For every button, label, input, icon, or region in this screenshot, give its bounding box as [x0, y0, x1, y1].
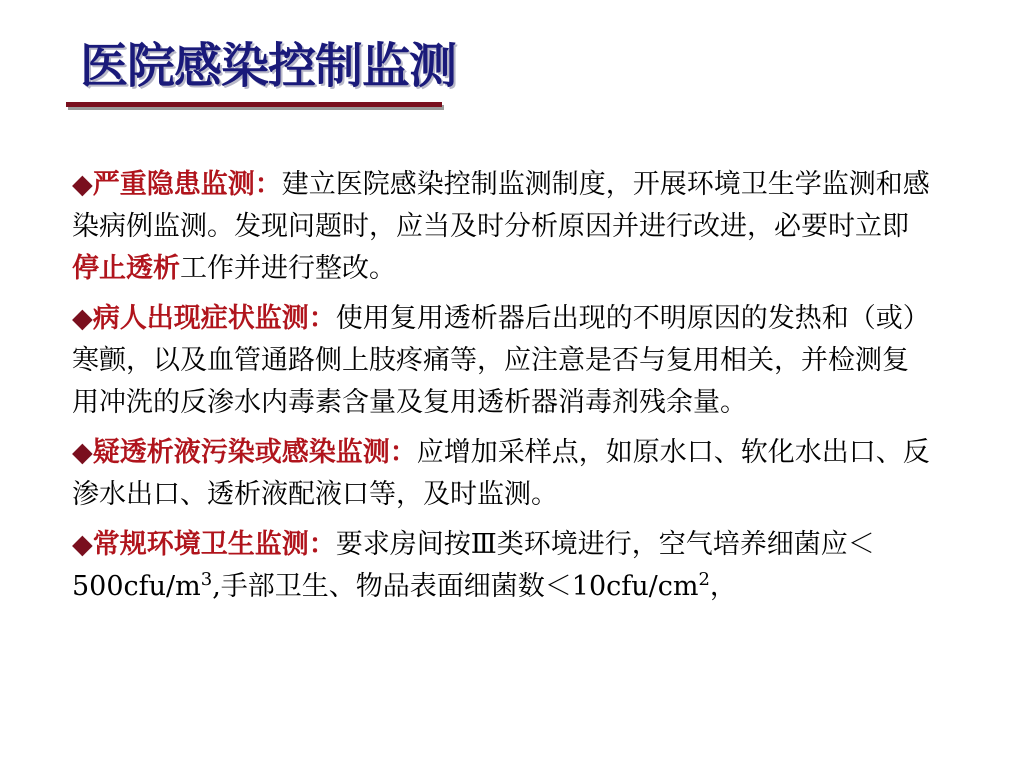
item-text-end: ， [709, 571, 737, 602]
item-text: 建立医院感染控制监测制度，开展环境卫生学监测和感染病例监测。发现问题时，应当及时分析原因并进行改进，必要时立即 [72, 169, 930, 242]
diamond-bullet-icon: ◆ [72, 437, 93, 468]
paragraph-patient-symptom [72, 298, 932, 424]
highlight-text: 停止透析 [72, 253, 180, 284]
item-text: 应增加采样点，如原水口、软化水出口、反渗水出口、透析液配液口等，及时监测。 [72, 437, 930, 510]
diamond-bullet-icon: ◆ [72, 169, 93, 200]
title-underline [66, 102, 442, 107]
item-label: 疑透析液污染或感染监测： [92, 437, 417, 468]
item-text-mid: ,手部卫生、物品表面细菌数＜10cfu/cm [212, 571, 699, 602]
paragraph-routine-environment [72, 524, 932, 608]
diamond-bullet-icon: ◆ [72, 303, 93, 334]
page-title: 医院感染控制监测 [80, 38, 457, 94]
item-text-tail: 工作并进行整改。 [180, 253, 396, 284]
item-text: 要求房间按Ⅲ类环境进行，空气培养细菌应＜500cfu/m [72, 529, 875, 602]
item-label: 严重隐患监测： [92, 169, 282, 200]
diamond-bullet-icon: ◆ [72, 529, 93, 560]
paragraph-contamination [72, 432, 932, 516]
title-block [66, 30, 457, 116]
superscript-3: 3 [200, 569, 213, 590]
superscript-2: 2 [698, 569, 710, 590]
paragraph-serious-hazard [72, 164, 932, 290]
item-label: 病人出现症状监测： [92, 303, 336, 334]
item-label: 常规环境卫生监测： [92, 529, 336, 560]
content-body [72, 164, 932, 616]
item-text: 使用复用透析器后出现的不明原因的发热和（或）寒颤，以及血管通路侧上肢疼痛等，应注意是否与复用相关，并检测复用冲洗的反渗水内毒素含量及复用透析器消毒剂残余量。 [72, 303, 930, 418]
